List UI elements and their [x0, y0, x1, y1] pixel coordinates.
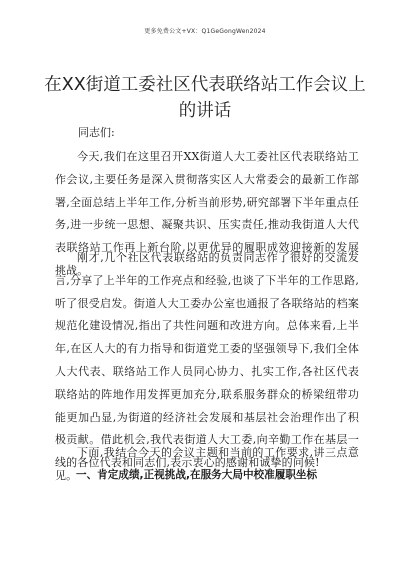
header-watermark: 更多免费公文+VX：Q1GeGongWen2024 [144, 28, 266, 35]
section-heading-1: 一、肯定成绩,正视挑战,在服务大局中校准履职坐标 [76, 469, 318, 481]
document-title: 在XX街道工委社区代表联络站工作会议上的讲话 [44, 75, 366, 121]
paragraph-summary: 刚才,几个社区代表联络站的负责同志作了很好的交流发言,分享了上半年的工作亮点和经验,也谈了下半年的工作思路,听了很受启发。街道人大工委办公室也通报了各联络站的档案规范化建设情况,指出了共性问题和改进方向。总体来看,上半年,在区人大的有力指导和街道党工委的坚强领导下,我们全体人大代表、联络站工作人员同心协力、扎实工作,各社区代表联络站的阵地作用发挥更加充分,联系服务群众的桥梁纽带功能更加凸显,为街道的经济社会发展和基层社会治理作出了积极贡献。借此机会,我代表街道人大工委,向辛勤工作在基层一线的各位代表和同志们,表示衷心的感谢和诚挚的问候! [55, 251, 359, 470]
paragraph-opening: 今天,我们在这里召开XX街道人大工委社区代表联络站工作会议,主要任务是深入贯彻落实区人大常委会的最新工作部署,全面总结上半年工作,分析当前形势,研究部署下半年重点任务,进一步统一思想、凝聚共识、压实责任,推动我街道人大代表联络站工作再上新台阶,以更优异的履职成效迎接新的发展挑战。 [55, 150, 359, 277]
salutation: 同志们: [78, 126, 115, 139]
paragraph-transition: 下面,我结合今天的会议主题和当前的工作要求,讲三点意见。 [55, 446, 359, 482]
